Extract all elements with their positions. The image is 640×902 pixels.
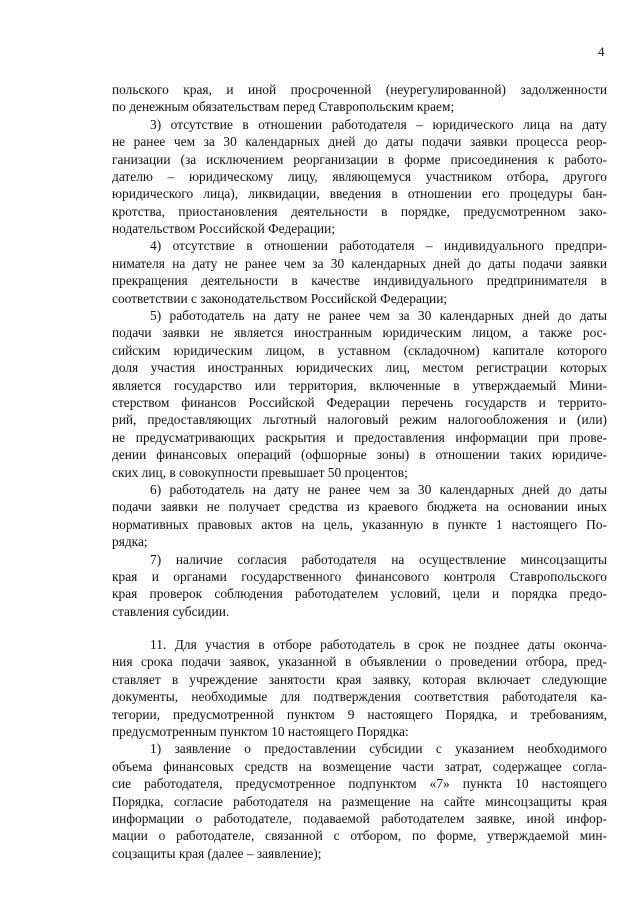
text-line: документы, необходимые для подтверждения соответствия работодателя ка- xyxy=(112,689,607,704)
text-line: ганизации (за исключением реорганизации в форме присоединения к работо- xyxy=(112,152,607,167)
text-line: нодательством Российской Федерации; xyxy=(112,221,336,236)
text-line: ских лиц, в совокупности превышает 50 процентов; xyxy=(112,465,408,480)
text-line: рядка; xyxy=(112,534,148,549)
text-line: дателю – юридическому лицу, являющемуся участником отбора, другого xyxy=(112,169,607,184)
text-line: доля участия иностранных юридических лиц, местом регистрации которых xyxy=(112,360,607,375)
page-number: 4 xyxy=(598,44,605,59)
text-line: 3) отсутствие в отношении работодателя – юридического лица на дату xyxy=(150,117,607,132)
text-line: по денежным обязательствам перед Ставропольским краем; xyxy=(112,99,455,114)
text-line: подачи заявки не является иностранным юридическим лицом, а также рос- xyxy=(112,325,607,340)
text-line: нимателя на дату не ранее чем за 30 календарных дней до даты подачи заявки xyxy=(112,256,607,271)
text-line: предусмотренным пунктом 10 настоящего Порядка: xyxy=(112,724,409,739)
text-line: Порядка, согласие работодателя на размещение на сайте минсоцзащиты края xyxy=(112,794,607,809)
text-line: подачи заявки не получает средства из краевого бюджета на основании иных xyxy=(112,499,607,514)
text-line: ставляет в учреждение занятости края заявку, которая включает следующие xyxy=(112,672,607,687)
text-line: информации о работодателе, подаваемой работодателем заявке, иной инфор- xyxy=(112,811,607,826)
text-line: польского края, и иной просроченной (неурегулированной) задолженности xyxy=(112,82,607,97)
text-line: края и органами государственного финансового контроля Ставропольского xyxy=(112,569,607,584)
text-line: объема финансовых средств на возмещение части затрат, содержащее согла- xyxy=(112,759,607,774)
text-line: ния срока подачи заявок, указанной в объявлении о проведении отбора, пред- xyxy=(112,654,607,669)
text-line: не предусматривающих раскрытия и предоставления информации при прове- xyxy=(112,430,607,445)
text-line: 1) заявление о предоставлении субсидии с указанием необходимого xyxy=(150,741,607,756)
text-line: прекращения деятельности в качестве индивидуального предпринимателя в xyxy=(112,273,607,288)
text-line: соответствии с законодательством Российской Федерации; xyxy=(112,291,448,306)
text-line: является государство или территория, включенные в утверждаемый Мини- xyxy=(112,378,607,393)
text-line: стерством финансов Российской Федерации перечень государств и террито- xyxy=(112,395,607,410)
text-line: 5) работодатель на дату не ранее чем за 30 календарных дней до даты xyxy=(150,308,607,323)
text-line: юридического лица), ликвидации, введения в отношении его процедуры бан- xyxy=(112,186,607,201)
text-line: мации о работодателе, связанной с отбором, по форме, утверждаемой мин- xyxy=(112,828,607,843)
text-line: дении финансовых операций (офшорные зоны) в отношении таких юридиче- xyxy=(112,447,607,462)
text-line: кротства, приостановления деятельности в порядке, предусмотренном зако- xyxy=(112,204,607,219)
text-line: нормативных правовых актов на цель, указанную в пункте 1 настоящего По- xyxy=(112,517,607,532)
text-line: ставления субсидии. xyxy=(112,604,230,619)
text-line: 4) отсутствие в отношении работодателя – индивидуального предпри- xyxy=(150,238,607,253)
text-line: 11. Для участия в отборе работодатель в срок не позднее даты оконча- xyxy=(150,637,607,652)
text-line: тегории, предусмотренной пунктом 9 настоящего Порядка, и требованиям, xyxy=(112,707,607,722)
text-line: сийским юридическим лицом, в уставном (складочном) капитале которого xyxy=(112,343,607,358)
text-line: сие работодателя, предусмотренное подпунктом «7» пункта 10 настоящего xyxy=(112,776,607,791)
text-line: не ранее чем за 30 календарных дней до даты подачи заявки процесса реор- xyxy=(112,134,607,149)
text-line: края проверок соблюдения работодателем условий, цели и порядка предо- xyxy=(112,586,607,601)
text-line: 7) наличие согласия работодателя на осуществление минсоцзащиты xyxy=(150,552,607,567)
text-line: рий, предоставляющих льготный налоговый режим налогообложения и (или) xyxy=(112,412,607,427)
text-line: соцзащиты края (далее – заявление); xyxy=(112,846,322,861)
text-line: 6) работодатель на дату не ранее чем за 30 календарных дней до даты xyxy=(150,482,607,497)
